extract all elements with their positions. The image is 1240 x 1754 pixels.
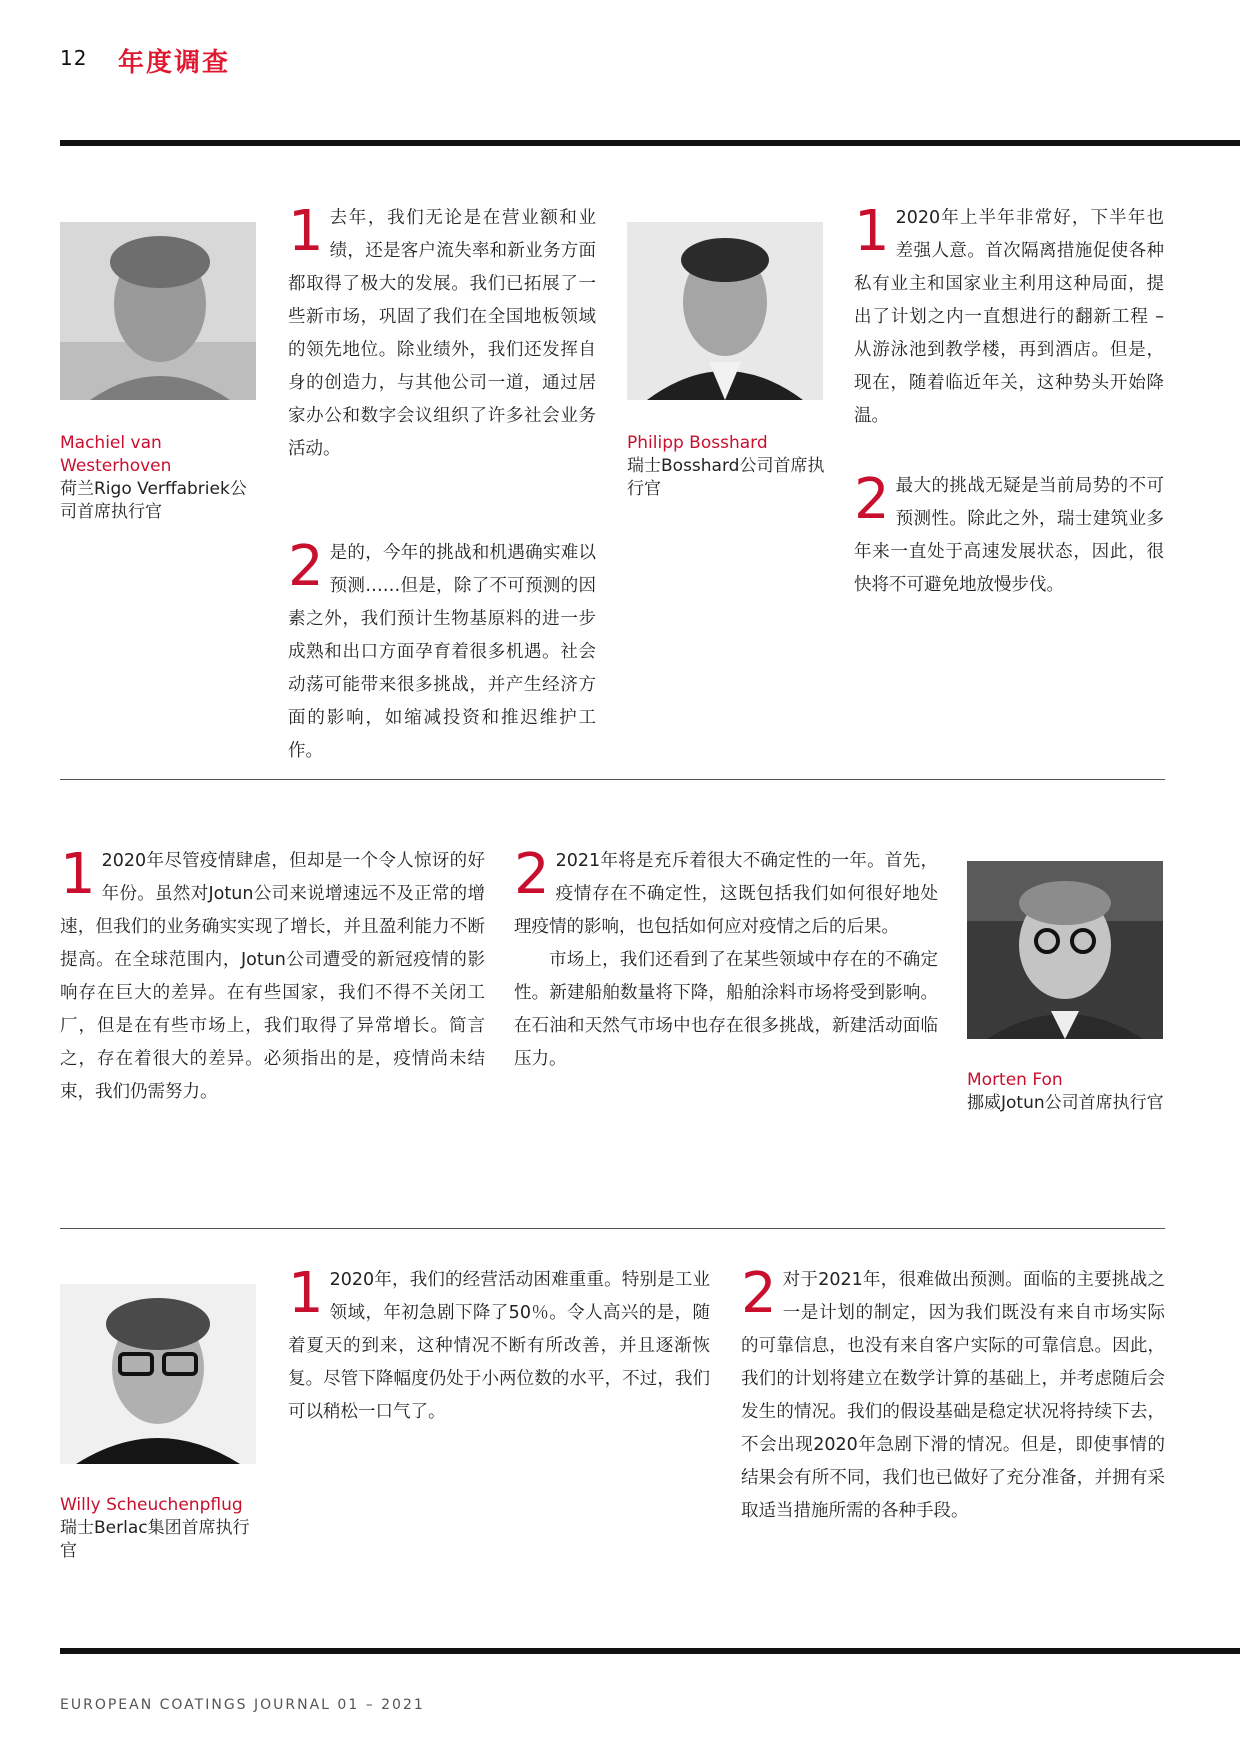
- portrait-photo-philipp: [627, 222, 823, 400]
- section-title: 年度调查: [118, 48, 231, 78]
- divider: [60, 779, 1165, 780]
- answer-text: 去年，我们无论是在营业额和业绩，还是客户流失率和新业务方面都取得了极大的发展。我们已拓展了一些新市场，巩固了我们在全国地板领域的领先地位。除业绩外，我们还发挥自身的创造力，与其他公司一道，通过居家办公和数字会议组织了许多社会业务活动。: [288, 208, 596, 459]
- portrait-photo-willy: [60, 1284, 256, 1464]
- answer-text: 是的，今年的挑战和机遇确实难以预测……但是，除了不可预测的因素之外，我们预计生物基原料的进一步成熟和出口方面孕育着很多机遇。社会动荡可能带来很多挑战，并产生经济方面的影响，如缩减投资和推迟维护工作。: [288, 543, 596, 761]
- answer-text: 对于2021年，很难做出预测。面临的主要挑战之一是计划的制定，因为我们既没有来自市场实际的可靠信息，也没有来自客户实际的可靠信息。因此，我们的计划将建立在数学计算的基础上，并考虑随后会发生的情况。我们的假设基础是稳定状况将持续下去，不会出现2020年急剧下滑的情况。但是，即使事情的结果会有所不同，我们也已做好了充分准备，并拥有采取适当措施所需的各种手段。: [741, 1270, 1165, 1521]
- answer-2-machiel: [288, 534, 596, 768]
- page-number: 12: [60, 46, 88, 70]
- question-number: 2: [741, 1261, 777, 1326]
- answer-text: 最大的挑战无疑是当前局势的不可预测性。除此之外，瑞士建筑业多年来一直处于高速发展状态，因此，很快将不可避免地放慢步伐。: [854, 476, 1164, 595]
- question-number: 1: [288, 1261, 324, 1326]
- person-role: 挪威Jotun公司首席执行官: [967, 1093, 1164, 1113]
- answer-1-machiel: [288, 199, 596, 466]
- question-number: 1: [288, 199, 324, 264]
- person-name: Morten Fon: [967, 1070, 1063, 1090]
- question-number: 1: [854, 199, 890, 264]
- portrait-photo-morten: [967, 861, 1163, 1039]
- question-number: 2: [288, 534, 324, 599]
- answer-2-willy: [741, 1261, 1165, 1528]
- footer-journal: EUROPEAN COATINGS JOURNAL 01 – 2021: [60, 1697, 425, 1713]
- person-name: Philipp Bosshard: [627, 433, 768, 453]
- question-number: 2: [514, 842, 550, 907]
- answer-1-willy: [288, 1261, 710, 1429]
- person-role: 瑞士Bosshard公司首席执行官: [627, 456, 825, 499]
- person-name: Machiel van Westerhoven: [60, 433, 172, 476]
- answer-2-philipp: [854, 467, 1164, 602]
- profile-willy-caption: [60, 1494, 260, 1563]
- bottom-rule: [60, 1648, 1240, 1654]
- answer-text: 2020年上半年非常好，下半年也差强人意。首次隔离措施促使各种私有业主和国家业主利用这种局面，提出了计划之内一直想进行的翻新工程 – 从游泳池到教学楼，再到酒店。但是，现在，随着临近年关，这种势头开始降温。: [854, 208, 1164, 426]
- profile-machiel-caption: [60, 432, 260, 524]
- profile-morten-caption: [967, 1069, 1167, 1115]
- person-role: 荷兰Rigo Verffabriek公司首席执行官: [60, 479, 247, 522]
- answer-text: 2020年尽管疫情肆虐，但却是一个令人惊讶的好年份。虽然对Jotun公司来说增速远不及正常的增速，但我们的业务确实实现了增长，并且盈利能力不断提高。在全球范围内，Jotun公司遭受的新冠疫情的影响存在巨大的差异。在有些国家，我们不得不关闭工厂，但是在有些市场上，我们取得了异常增长。简言之，存在着很大的差异。必须指出的是，疫情尚未结束，我们仍需努力。: [60, 851, 485, 1102]
- answer-text-continued: 市场上，我们还看到了在某些领域中存在的不确定性。新建船舶数量将下降，船舶涂料市场将受到影响。在石油和天然气市场中也存在很多挑战，新建活动面临压力。: [514, 950, 938, 1069]
- answer-text: 2021年将是充斥着很大不确定性的一年。首先，疫情存在不确定性，这既包括我们如何很好地处理疫情的影响，也包括如何应对疫情之后的后果。: [514, 851, 938, 937]
- answer-text: 2020年，我们的经营活动困难重重。特别是工业领域，年初急剧下降了50％。令人高兴的是，随着夏天的到来，这种情况不断有所改善，并且逐渐恢复。尽管下降幅度仍处于小两位数的水平，不过，我们可以稍松一口气了。: [288, 1270, 710, 1422]
- answer-1-philipp: [854, 199, 1164, 433]
- answer-1-morten: [60, 842, 485, 1109]
- divider: [60, 1228, 1165, 1229]
- answer-2-morten: [514, 842, 938, 1076]
- person-name: Willy Scheuchenpflug: [60, 1495, 243, 1515]
- profile-philipp-caption: [627, 432, 827, 501]
- question-number: 2: [854, 467, 890, 532]
- portrait-photo-machiel: [60, 222, 256, 400]
- question-number: 1: [60, 842, 96, 907]
- person-role: 瑞士Berlac集团首席执行官: [60, 1518, 250, 1561]
- top-rule: [60, 140, 1240, 146]
